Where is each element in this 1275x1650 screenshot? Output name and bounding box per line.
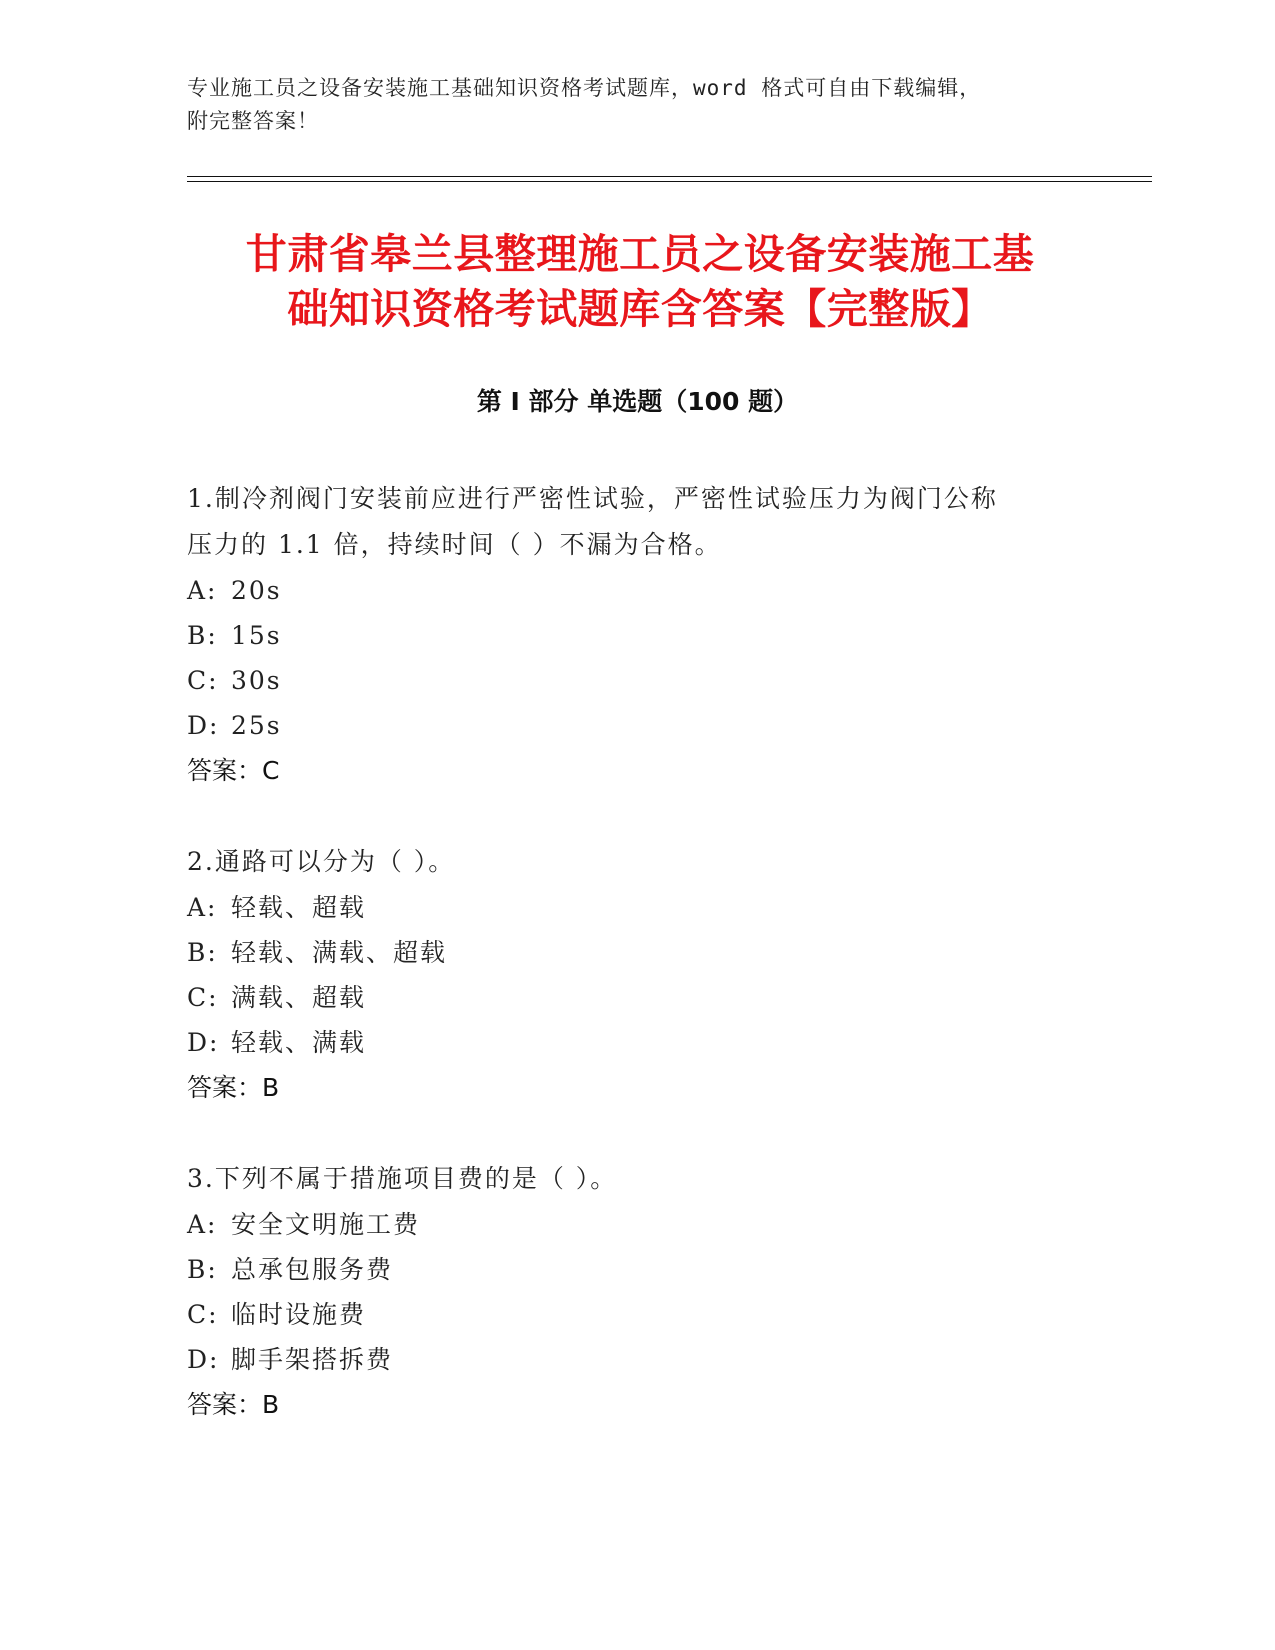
- option-a: [187, 885, 1067, 930]
- document-title: [160, 227, 1120, 337]
- option-key: D:: [187, 1028, 220, 1057]
- option-key: C:: [187, 983, 219, 1012]
- option-key: D:: [187, 711, 220, 740]
- option-key: B:: [187, 1255, 218, 1284]
- option-b: [187, 1247, 1067, 1292]
- answer: 答案：C: [187, 756, 280, 785]
- question-stem-line-1: 1.制冷剂阀门安装前应进行严密性试验，严密性试验压力为阀门公称: [187, 484, 998, 513]
- option-c: [187, 975, 1067, 1020]
- option-key: C:: [187, 1300, 219, 1329]
- header-divider-bottom: [187, 181, 1152, 182]
- question-2: [187, 839, 1067, 1111]
- option-d: [187, 1020, 1067, 1065]
- document-title-line-2: 础知识资格考试题库含答案【完整版】: [287, 285, 993, 333]
- question-stem-line-1: 2.通路可以分为（ ）。: [187, 847, 456, 876]
- question-list: [187, 476, 1067, 1473]
- document-title-line-1: 甘肃省皋兰县整理施工员之设备安装施工基: [245, 230, 1035, 278]
- option-text: 满载、超载: [231, 983, 367, 1012]
- option-key: A:: [187, 576, 218, 605]
- question-stem-line-1: 3.下列不属于措施项目费的是（ ）。: [187, 1164, 618, 1193]
- option-key: C:: [187, 666, 219, 695]
- question-stem: [187, 1156, 1067, 1202]
- question-stem: [187, 839, 1067, 885]
- option-text: 20s: [231, 576, 282, 605]
- option-text: 脚手架搭拆费: [231, 1345, 394, 1374]
- header-note: [187, 72, 1087, 138]
- answer: 答案：B: [187, 1390, 280, 1419]
- question-3: [187, 1156, 1067, 1428]
- option-text: 轻载、超载: [231, 893, 367, 922]
- option-text: 30s: [231, 666, 282, 695]
- option-key: B:: [187, 621, 218, 650]
- option-a: [187, 568, 1067, 613]
- option-d: [187, 703, 1067, 748]
- option-c: [187, 1292, 1067, 1337]
- answer: 答案：B: [187, 1073, 280, 1102]
- header-note-line-1: 专业施工员之设备安装施工基础知识资格考试题库，word 格式可自由下载编辑，: [187, 76, 982, 100]
- option-text: 总承包服务费: [231, 1255, 394, 1284]
- option-text: 临时设施费: [231, 1300, 367, 1329]
- option-key: D:: [187, 1345, 220, 1374]
- option-text: 安全文明施工费: [231, 1210, 421, 1239]
- question-stem-line-2: 压力的 1.1 倍，持续时间（ ）不漏为合格。: [187, 530, 722, 559]
- section-title: 第 I 部分 单选题（100 题）: [476, 387, 799, 416]
- option-text: 轻载、满载、超载: [231, 938, 448, 967]
- option-key: A:: [187, 1210, 218, 1239]
- option-b: [187, 613, 1067, 658]
- option-text: 25s: [231, 711, 282, 740]
- option-text: 15s: [231, 621, 282, 650]
- question-stem: [187, 476, 1067, 568]
- header-note-line-2: 附完整答案！: [187, 109, 319, 133]
- option-key: B:: [187, 938, 218, 967]
- question-1: [187, 476, 1067, 794]
- option-text: 轻载、满载: [231, 1028, 367, 1057]
- option-c: [187, 658, 1067, 703]
- option-key: A:: [187, 893, 218, 922]
- option-a: [187, 1202, 1067, 1247]
- header-divider-top: [187, 176, 1152, 177]
- option-b: [187, 930, 1067, 975]
- option-d: [187, 1337, 1067, 1382]
